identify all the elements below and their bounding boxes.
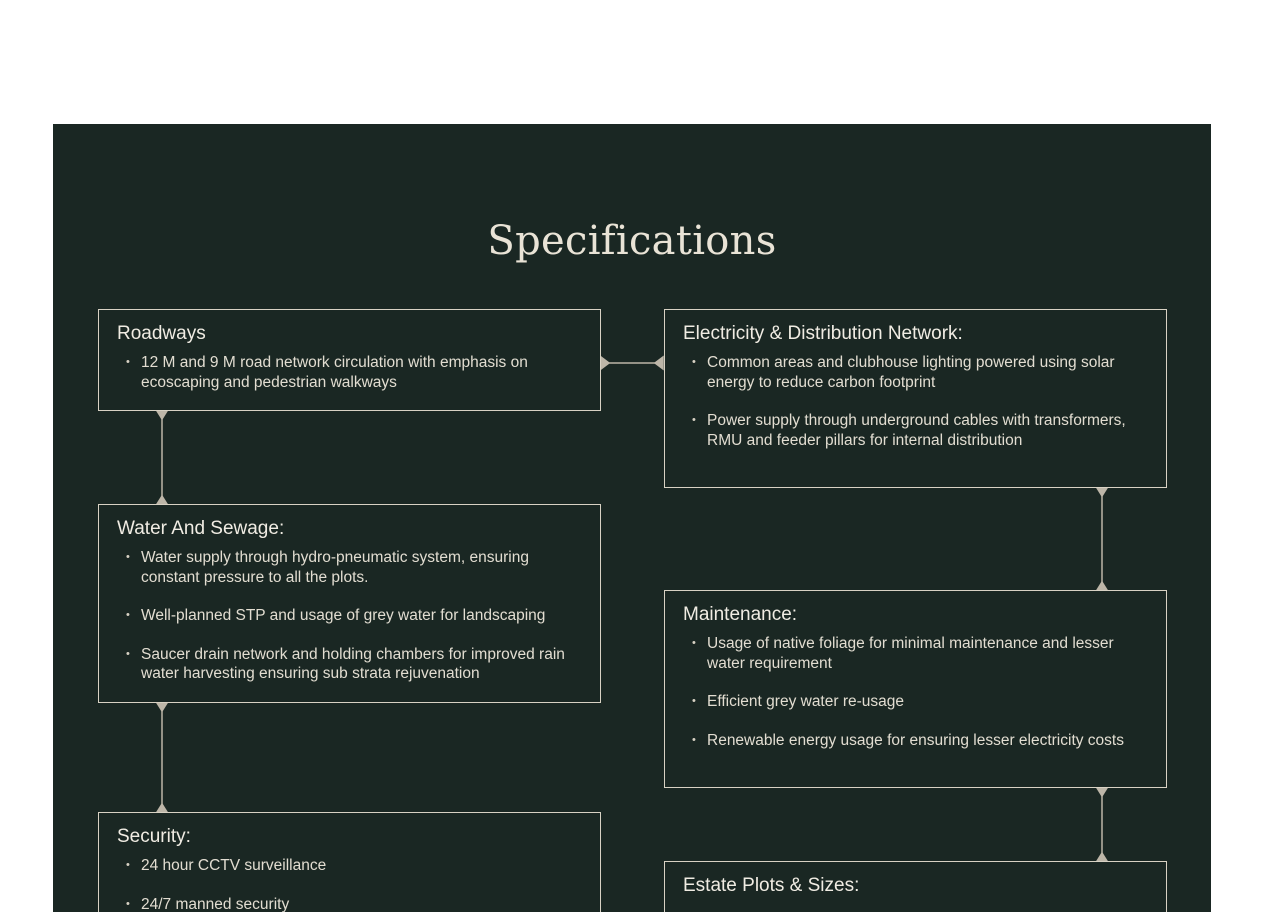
list-item: • Efficient grey water re-usage [683, 692, 1148, 712]
card-heading: Electricity & Distribution Network: [683, 323, 963, 344]
connector-arrow [157, 411, 167, 419]
connector-arrow [157, 703, 167, 711]
card-roadways [98, 309, 601, 411]
list-item: • Power supply through underground cables with transformers, RMU and feeder pillars for internal distribution [683, 411, 1148, 450]
card-heading: Water And Sewage: [117, 518, 285, 539]
list-item: • Usage of native foliage for minimal maintenance and lesser water requirement [683, 634, 1148, 673]
page-title: Specifications [487, 218, 777, 264]
list-item: • Common areas and clubhouse lighting powered using solar energy to reduce carbon footprint [683, 353, 1148, 392]
connector-arrow [1097, 853, 1107, 861]
card-heading: Security: [117, 826, 191, 847]
connector-arrow [601, 357, 609, 369]
card-maintenance [664, 590, 1167, 788]
card-water-sewage [98, 504, 601, 703]
card-heading: Maintenance: [683, 604, 798, 625]
specifications-panel [53, 124, 1211, 912]
connector-arrow [157, 496, 167, 504]
connector-arrow [1097, 488, 1107, 496]
connector-arrow [655, 357, 663, 369]
card-electricity [664, 309, 1167, 488]
list-item: • 24/7 manned security [117, 895, 582, 912]
list-item: • Water supply through hydro-pneumatic system, ensuring constant pressure to all the plots. [117, 548, 582, 587]
card-security [98, 812, 601, 912]
card-heading: Roadways [117, 323, 206, 344]
card-heading: Estate Plots & Sizes: [683, 875, 860, 896]
list-item: • 12 M and 9 M road network circulation with emphasis on ecoscaping and pedestrian walkways [117, 353, 582, 392]
connector-arrow [1097, 788, 1107, 796]
list-item: • Well-planned STP and usage of grey water for landscaping [117, 606, 582, 626]
list-item: • Renewable energy usage for ensuring lesser electricity costs [683, 731, 1148, 751]
card-estate-plots [664, 861, 1167, 912]
list-item: • 24 hour CCTV surveillance [117, 856, 582, 876]
connector-arrow [1097, 582, 1107, 590]
connector-arrow [157, 804, 167, 812]
list-item: • Saucer drain network and holding chambers for improved rain water harvesting ensuring sub strata rejuvenation [117, 645, 582, 684]
